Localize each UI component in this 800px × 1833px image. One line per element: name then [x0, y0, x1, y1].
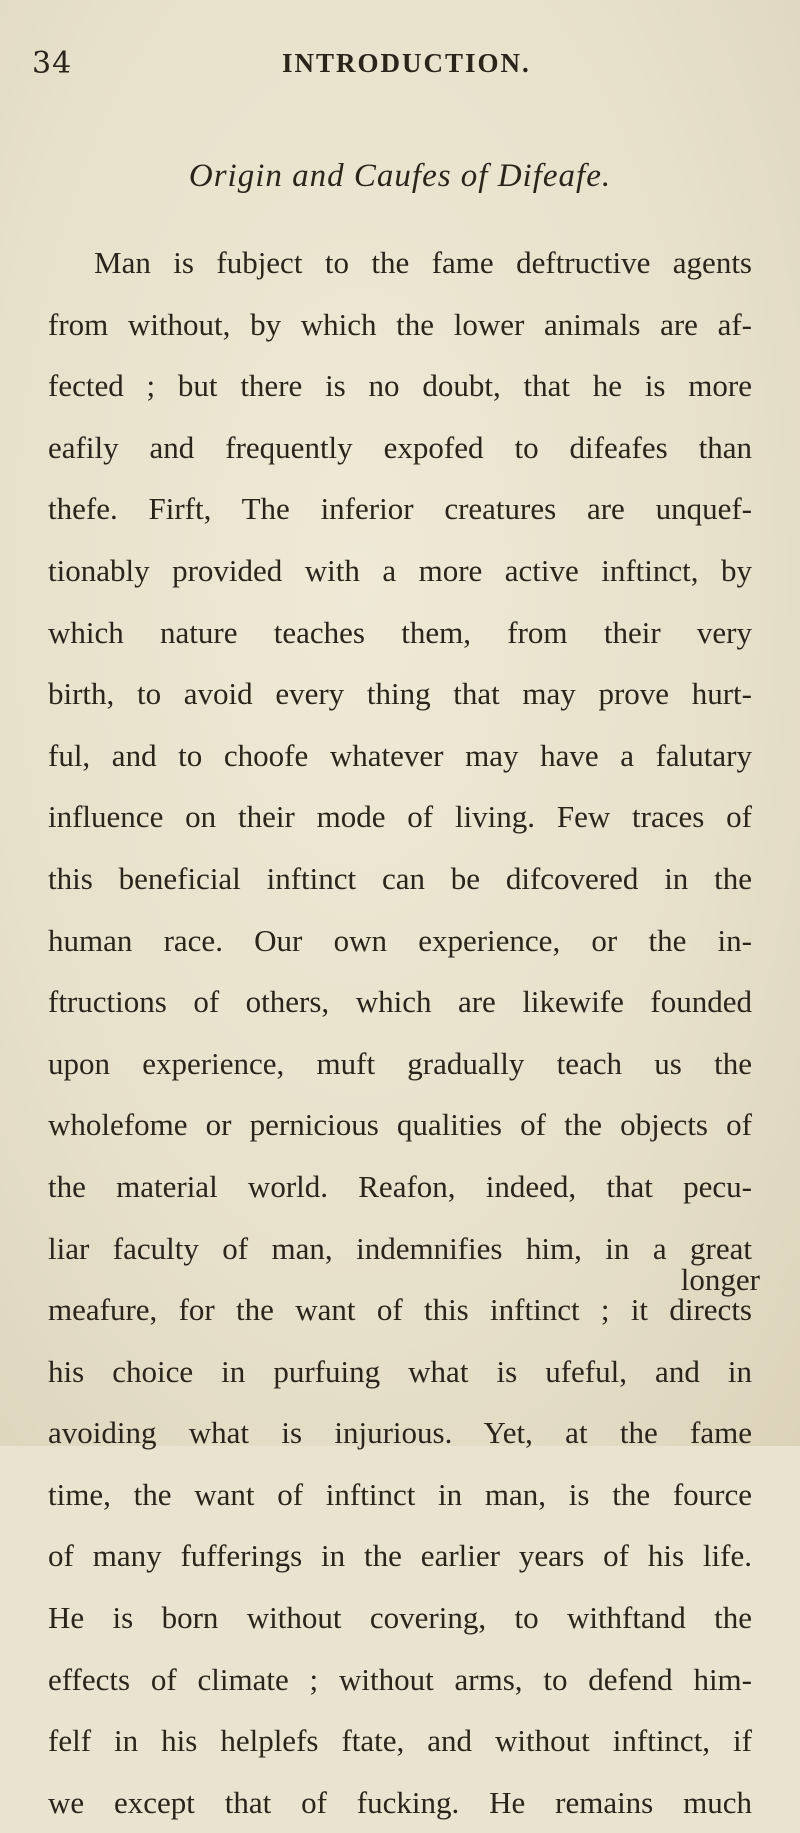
text-line: Man is fubject to the fame deftructive agents	[94, 245, 752, 280]
text-line: liar faculty of man, indemnifies him, in a great	[48, 1230, 752, 1266]
text-line: felf in his helplefs ftate, and without inftinct, if	[48, 1723, 752, 1759]
text-line: of many fufferings in the earlier years of his life.	[48, 1538, 752, 1574]
text-line: from without, by which the lower animals are af-	[48, 306, 752, 342]
page-header	[0, 46, 800, 86]
text-line: tionably provided with a more active inftinct, by	[48, 552, 752, 588]
text-line: meafure, for the want of this inftinct ; it directs	[48, 1292, 752, 1328]
text-line: time, the want of inftinct in man, is the fource	[48, 1476, 752, 1512]
text-line: we except that of fucking. He remains much	[48, 1784, 752, 1820]
text-line: fected ; but there is no doubt, that he is more	[48, 368, 752, 404]
text-line: human race. Our own experience, or the in-	[48, 922, 752, 958]
text-line: He is born without covering, to withftand the	[48, 1600, 752, 1636]
body-text	[48, 232, 752, 1833]
text-line: ful, and to choofe whatever may have a falutary	[48, 737, 752, 773]
text-line: ftructions of others, which are likewife founded	[48, 984, 752, 1020]
text-line: this beneficial inftinct can be difcovered in the	[48, 860, 752, 896]
text-line: influence on their mode of living. Few traces of	[48, 799, 752, 835]
text-line: upon experience, muft gradually teach us the	[48, 1045, 752, 1081]
text-line: effects of climate ; without arms, to defend him-	[48, 1661, 752, 1697]
page-number: 34	[32, 46, 73, 81]
text-line: wholefome or pernicious qualities of the objects of	[48, 1107, 752, 1143]
text-line: eafily and frequently expofed to difeafes than	[48, 429, 752, 465]
text-line: which nature teaches them, from their very	[48, 614, 752, 650]
text-line: birth, to avoid every thing that may prove hurt-	[48, 676, 752, 712]
text-line: his choice in purfuing what is ufeful, and in	[48, 1353, 752, 1389]
section-title: Origin and Caufes of Difeafe.	[188, 158, 612, 194]
running-head: INTRODUCTION.	[282, 48, 531, 78]
text-line: the material world. Reafon, indeed, that pecu-	[48, 1168, 752, 1204]
catchword: longer	[680, 1262, 760, 1297]
text-line: avoiding what is injurious. Yet, at the fame	[48, 1415, 752, 1451]
text-line: thefe. Firft, The inferior creatures are unquef-	[48, 491, 752, 527]
